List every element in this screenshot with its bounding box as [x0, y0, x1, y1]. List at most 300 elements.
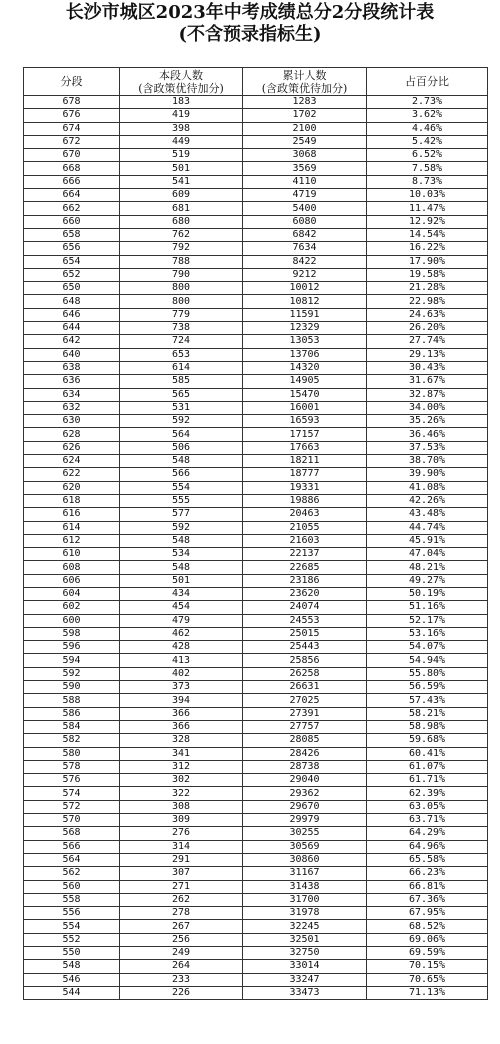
table-row [24, 149, 488, 162]
cell-score: 648 [24, 295, 120, 308]
table-row [24, 96, 488, 109]
cell-cumulative-count: 2549 [243, 135, 367, 148]
cell-score: 550 [24, 947, 120, 960]
cell-segment-count: 592 [120, 415, 243, 428]
cell-cumulative-count: 10812 [243, 295, 367, 308]
cell-score: 634 [24, 388, 120, 401]
header-label: 分段 [60, 75, 83, 88]
cell-score: 572 [24, 800, 120, 813]
cell-cumulative-count: 14905 [243, 375, 367, 388]
cell-score: 622 [24, 468, 120, 481]
cell-cumulative-count: 27757 [243, 720, 367, 733]
table-row [24, 707, 488, 720]
cell-percentage: 68.52% [367, 920, 488, 933]
cell-percentage: 60.41% [367, 747, 488, 760]
table-row [24, 561, 488, 574]
table-row [24, 109, 488, 122]
cell-percentage: 66.23% [367, 867, 488, 880]
table-row [24, 455, 488, 468]
cell-score: 656 [24, 242, 120, 255]
cell-score: 582 [24, 734, 120, 747]
cell-segment-count: 519 [120, 149, 243, 162]
cell-score: 658 [24, 228, 120, 241]
cell-segment-count: 256 [120, 933, 243, 946]
table-row [24, 428, 488, 441]
cell-percentage: 42.26% [367, 494, 488, 507]
table-row [24, 867, 488, 880]
cell-segment-count: 800 [120, 282, 243, 295]
cell-cumulative-count: 26258 [243, 667, 367, 680]
cell-cumulative-count: 8422 [243, 255, 367, 268]
cell-cumulative-count: 32750 [243, 947, 367, 960]
cell-percentage: 67.95% [367, 907, 488, 920]
cell-percentage: 27.74% [367, 335, 488, 348]
cell-percentage: 70.15% [367, 960, 488, 973]
cell-score: 646 [24, 308, 120, 321]
cell-segment-count: 614 [120, 361, 243, 374]
table-row [24, 734, 488, 747]
table-row [24, 308, 488, 321]
table-row [24, 335, 488, 348]
cell-segment-count: 366 [120, 707, 243, 720]
cell-segment-count: 271 [120, 880, 243, 893]
cell-score: 602 [24, 601, 120, 614]
table-row [24, 175, 488, 188]
header-label: 占百分比 [405, 75, 449, 88]
cell-cumulative-count: 22685 [243, 561, 367, 574]
cell-cumulative-count: 13706 [243, 348, 367, 361]
cell-segment-count: 724 [120, 335, 243, 348]
cell-score: 608 [24, 561, 120, 574]
table-row [24, 694, 488, 707]
cell-segment-count: 314 [120, 840, 243, 853]
cell-percentage: 57.43% [367, 694, 488, 707]
table-row [24, 415, 488, 428]
cell-percentage: 44.74% [367, 521, 488, 534]
cell-percentage: 10.03% [367, 189, 488, 202]
table-row [24, 534, 488, 547]
cell-segment-count: 565 [120, 388, 243, 401]
cell-segment-count: 506 [120, 441, 243, 454]
cell-percentage: 38.70% [367, 455, 488, 468]
cell-score: 666 [24, 175, 120, 188]
cell-percentage: 41.08% [367, 481, 488, 494]
cell-score: 660 [24, 215, 120, 228]
table-row [24, 162, 488, 175]
cell-percentage: 45.91% [367, 534, 488, 547]
cell-segment-count: 585 [120, 375, 243, 388]
cell-segment-count: 276 [120, 827, 243, 840]
cell-percentage: 43.48% [367, 508, 488, 521]
header-score-range [24, 68, 120, 96]
cell-segment-count: 609 [120, 189, 243, 202]
cell-segment-count: 779 [120, 308, 243, 321]
cell-percentage: 50.19% [367, 587, 488, 600]
cell-percentage: 49.27% [367, 574, 488, 587]
cell-cumulative-count: 30255 [243, 827, 367, 840]
table-row [24, 508, 488, 521]
cell-segment-count: 554 [120, 481, 243, 494]
cell-percentage: 65.58% [367, 853, 488, 866]
cell-cumulative-count: 23620 [243, 587, 367, 600]
cell-cumulative-count: 10012 [243, 282, 367, 295]
cell-segment-count: 328 [120, 734, 243, 747]
cell-percentage: 58.21% [367, 707, 488, 720]
cell-cumulative-count: 29670 [243, 800, 367, 813]
table-row [24, 853, 488, 866]
cell-percentage: 61.07% [367, 760, 488, 773]
cell-score: 642 [24, 335, 120, 348]
cell-cumulative-count: 3569 [243, 162, 367, 175]
cell-score: 588 [24, 694, 120, 707]
cell-cumulative-count: 13053 [243, 335, 367, 348]
cell-score: 568 [24, 827, 120, 840]
cell-cumulative-count: 28085 [243, 734, 367, 747]
cell-segment-count: 308 [120, 800, 243, 813]
cell-score: 600 [24, 614, 120, 627]
cell-score: 604 [24, 587, 120, 600]
cell-percentage: 22.98% [367, 295, 488, 308]
cell-percentage: 63.05% [367, 800, 488, 813]
table-row [24, 840, 488, 853]
cell-segment-count: 792 [120, 242, 243, 255]
table-row [24, 361, 488, 374]
cell-segment-count: 541 [120, 175, 243, 188]
cell-segment-count: 413 [120, 654, 243, 667]
cell-percentage: 37.53% [367, 441, 488, 454]
cell-segment-count: 419 [120, 109, 243, 122]
cell-cumulative-count: 31978 [243, 907, 367, 920]
cell-score: 614 [24, 521, 120, 534]
cell-segment-count: 564 [120, 428, 243, 441]
cell-score: 590 [24, 681, 120, 694]
table-row [24, 468, 488, 481]
cell-segment-count: 398 [120, 122, 243, 135]
cell-percentage: 69.06% [367, 933, 488, 946]
cell-score: 606 [24, 574, 120, 587]
cell-segment-count: 501 [120, 574, 243, 587]
table-row [24, 681, 488, 694]
cell-score: 584 [24, 720, 120, 733]
cell-segment-count: 800 [120, 295, 243, 308]
cell-score: 544 [24, 986, 120, 999]
cell-score: 616 [24, 508, 120, 521]
table-row [24, 441, 488, 454]
cell-segment-count: 548 [120, 455, 243, 468]
table-row [24, 654, 488, 667]
table-row [24, 401, 488, 414]
header-label: 累计人数 [282, 68, 327, 82]
cell-score: 552 [24, 933, 120, 946]
cell-score: 652 [24, 268, 120, 281]
cell-score: 630 [24, 415, 120, 428]
cell-percentage: 58.98% [367, 720, 488, 733]
cell-percentage: 55.80% [367, 667, 488, 680]
table-row [24, 242, 488, 255]
cell-score: 598 [24, 627, 120, 640]
cell-segment-count: 680 [120, 215, 243, 228]
cell-cumulative-count: 15470 [243, 388, 367, 401]
table-row [24, 494, 488, 507]
cell-percentage: 51.16% [367, 601, 488, 614]
cell-score: 574 [24, 787, 120, 800]
cell-score: 578 [24, 760, 120, 773]
table-row [24, 760, 488, 773]
cell-percentage: 71.13% [367, 986, 488, 999]
table-row [24, 322, 488, 335]
cell-percentage: 39.90% [367, 468, 488, 481]
cell-segment-count: 341 [120, 747, 243, 760]
table-row [24, 574, 488, 587]
cell-score: 678 [24, 96, 120, 109]
cell-segment-count: 264 [120, 960, 243, 973]
page-subtitle: (不含预录指标生) [178, 24, 322, 45]
cell-score: 618 [24, 494, 120, 507]
cell-cumulative-count: 24074 [243, 601, 367, 614]
cell-segment-count: 762 [120, 228, 243, 241]
cell-segment-count: 226 [120, 986, 243, 999]
cell-score: 570 [24, 814, 120, 827]
cell-percentage: 63.71% [367, 814, 488, 827]
cell-score: 654 [24, 255, 120, 268]
cell-score: 576 [24, 774, 120, 787]
cell-percentage: 4.46% [367, 122, 488, 135]
table-row [24, 986, 488, 999]
cell-score: 554 [24, 920, 120, 933]
cell-score: 668 [24, 162, 120, 175]
cell-score: 592 [24, 667, 120, 680]
cell-segment-count: 366 [120, 720, 243, 733]
cell-cumulative-count: 5400 [243, 202, 367, 215]
cell-score: 624 [24, 455, 120, 468]
cell-cumulative-count: 7634 [243, 242, 367, 255]
cell-cumulative-count: 17663 [243, 441, 367, 454]
cell-score: 594 [24, 654, 120, 667]
cell-cumulative-count: 11591 [243, 308, 367, 321]
table-row [24, 375, 488, 388]
cell-cumulative-count: 28738 [243, 760, 367, 773]
cell-segment-count: 322 [120, 787, 243, 800]
cell-cumulative-count: 16001 [243, 401, 367, 414]
cell-score: 562 [24, 867, 120, 880]
table-row [24, 255, 488, 268]
cell-segment-count: 183 [120, 96, 243, 109]
cell-segment-count: 394 [120, 694, 243, 707]
table-row [24, 827, 488, 840]
table-row [24, 388, 488, 401]
header-percentage [367, 68, 488, 96]
cell-cumulative-count: 32501 [243, 933, 367, 946]
table-row [24, 122, 488, 135]
cell-percentage: 11.47% [367, 202, 488, 215]
table-header-row [24, 68, 488, 96]
cell-cumulative-count: 17157 [243, 428, 367, 441]
cell-cumulative-count: 16593 [243, 415, 367, 428]
cell-score: 662 [24, 202, 120, 215]
cell-cumulative-count: 27025 [243, 694, 367, 707]
header-label: 本段人数 [159, 68, 203, 82]
cell-cumulative-count: 30569 [243, 840, 367, 853]
cell-percentage: 31.67% [367, 375, 488, 388]
cell-segment-count: 454 [120, 601, 243, 614]
cell-segment-count: 267 [120, 920, 243, 933]
table-row [24, 135, 488, 148]
cell-percentage: 47.04% [367, 548, 488, 561]
table-row [24, 920, 488, 933]
cell-segment-count: 531 [120, 401, 243, 414]
cell-score: 628 [24, 428, 120, 441]
table-row [24, 880, 488, 893]
cell-score: 586 [24, 707, 120, 720]
cell-percentage: 52.17% [367, 614, 488, 627]
table-row [24, 800, 488, 813]
cell-score: 556 [24, 907, 120, 920]
cell-percentage: 30.43% [367, 361, 488, 374]
cell-percentage: 16.22% [367, 242, 488, 255]
cell-score: 676 [24, 109, 120, 122]
cell-percentage: 29.13% [367, 348, 488, 361]
cell-segment-count: 555 [120, 494, 243, 507]
cell-score: 560 [24, 880, 120, 893]
cell-cumulative-count: 31700 [243, 893, 367, 906]
cell-segment-count: 428 [120, 641, 243, 654]
cell-percentage: 7.58% [367, 162, 488, 175]
table-row [24, 601, 488, 614]
table-body [24, 96, 488, 1000]
cell-cumulative-count: 21055 [243, 521, 367, 534]
cell-segment-count: 653 [120, 348, 243, 361]
cell-score: 650 [24, 282, 120, 295]
cell-segment-count: 434 [120, 587, 243, 600]
table-row [24, 933, 488, 946]
cell-segment-count: 233 [120, 973, 243, 986]
cell-cumulative-count: 19886 [243, 494, 367, 507]
table-row [24, 893, 488, 906]
table-row [24, 774, 488, 787]
cell-cumulative-count: 6080 [243, 215, 367, 228]
cell-segment-count: 302 [120, 774, 243, 787]
cell-score: 670 [24, 149, 120, 162]
score-distribution-table [23, 67, 488, 1000]
cell-cumulative-count: 19331 [243, 481, 367, 494]
table-row [24, 747, 488, 760]
cell-cumulative-count: 9212 [243, 268, 367, 281]
cell-percentage: 69.59% [367, 947, 488, 960]
cell-cumulative-count: 23186 [243, 574, 367, 587]
cell-score: 644 [24, 322, 120, 335]
cell-percentage: 26.20% [367, 322, 488, 335]
cell-cumulative-count: 32245 [243, 920, 367, 933]
cell-segment-count: 462 [120, 627, 243, 640]
cell-cumulative-count: 25015 [243, 627, 367, 640]
cell-score: 596 [24, 641, 120, 654]
cell-cumulative-count: 12329 [243, 322, 367, 335]
header-sublabel: (含政策优待加分) [261, 81, 348, 95]
cell-percentage: 53.16% [367, 627, 488, 640]
cell-cumulative-count: 4110 [243, 175, 367, 188]
cell-cumulative-count: 21603 [243, 534, 367, 547]
cell-segment-count: 307 [120, 867, 243, 880]
cell-score: 548 [24, 960, 120, 973]
table-row [24, 960, 488, 973]
cell-cumulative-count: 28426 [243, 747, 367, 760]
cell-score: 672 [24, 135, 120, 148]
cell-cumulative-count: 26631 [243, 681, 367, 694]
cell-cumulative-count: 3068 [243, 149, 367, 162]
table-row [24, 614, 488, 627]
table-row [24, 481, 488, 494]
cell-cumulative-count: 33473 [243, 986, 367, 999]
cell-percentage: 59.68% [367, 734, 488, 747]
cell-cumulative-count: 25856 [243, 654, 367, 667]
cell-score: 636 [24, 375, 120, 388]
cell-percentage: 62.39% [367, 787, 488, 800]
cell-cumulative-count: 27391 [243, 707, 367, 720]
cell-percentage: 21.28% [367, 282, 488, 295]
cell-segment-count: 278 [120, 907, 243, 920]
cell-score: 566 [24, 840, 120, 853]
cell-score: 580 [24, 747, 120, 760]
table-row [24, 667, 488, 680]
table-row [24, 295, 488, 308]
cell-segment-count: 479 [120, 614, 243, 627]
table-row [24, 947, 488, 960]
cell-cumulative-count: 29362 [243, 787, 367, 800]
cell-score: 620 [24, 481, 120, 494]
cell-segment-count: 501 [120, 162, 243, 175]
cell-cumulative-count: 30860 [243, 853, 367, 866]
cell-cumulative-count: 31438 [243, 880, 367, 893]
cell-cumulative-count: 18211 [243, 455, 367, 468]
cell-score: 640 [24, 348, 120, 361]
cell-cumulative-count: 2100 [243, 122, 367, 135]
cell-percentage: 35.26% [367, 415, 488, 428]
cell-segment-count: 402 [120, 667, 243, 680]
cell-score: 612 [24, 534, 120, 547]
cell-percentage: 67.36% [367, 893, 488, 906]
cell-cumulative-count: 25443 [243, 641, 367, 654]
header-cumulative-count [243, 68, 367, 96]
cell-percentage: 2.73% [367, 96, 488, 109]
cell-cumulative-count: 29979 [243, 814, 367, 827]
cell-segment-count: 788 [120, 255, 243, 268]
cell-percentage: 24.63% [367, 308, 488, 321]
cell-cumulative-count: 18777 [243, 468, 367, 481]
cell-percentage: 54.94% [367, 654, 488, 667]
cell-percentage: 6.52% [367, 149, 488, 162]
cell-segment-count: 291 [120, 853, 243, 866]
cell-percentage: 36.46% [367, 428, 488, 441]
cell-cumulative-count: 6842 [243, 228, 367, 241]
cell-percentage: 48.21% [367, 561, 488, 574]
cell-segment-count: 681 [120, 202, 243, 215]
table-row [24, 548, 488, 561]
cell-segment-count: 249 [120, 947, 243, 960]
cell-segment-count: 309 [120, 814, 243, 827]
cell-cumulative-count: 33247 [243, 973, 367, 986]
cell-segment-count: 548 [120, 561, 243, 574]
cell-segment-count: 373 [120, 681, 243, 694]
table-row [24, 282, 488, 295]
cell-cumulative-count: 1283 [243, 96, 367, 109]
cell-percentage: 19.58% [367, 268, 488, 281]
table-row [24, 215, 488, 228]
table-row [24, 587, 488, 600]
cell-percentage: 5.42% [367, 135, 488, 148]
table-row [24, 641, 488, 654]
cell-segment-count: 566 [120, 468, 243, 481]
cell-percentage: 64.29% [367, 827, 488, 840]
